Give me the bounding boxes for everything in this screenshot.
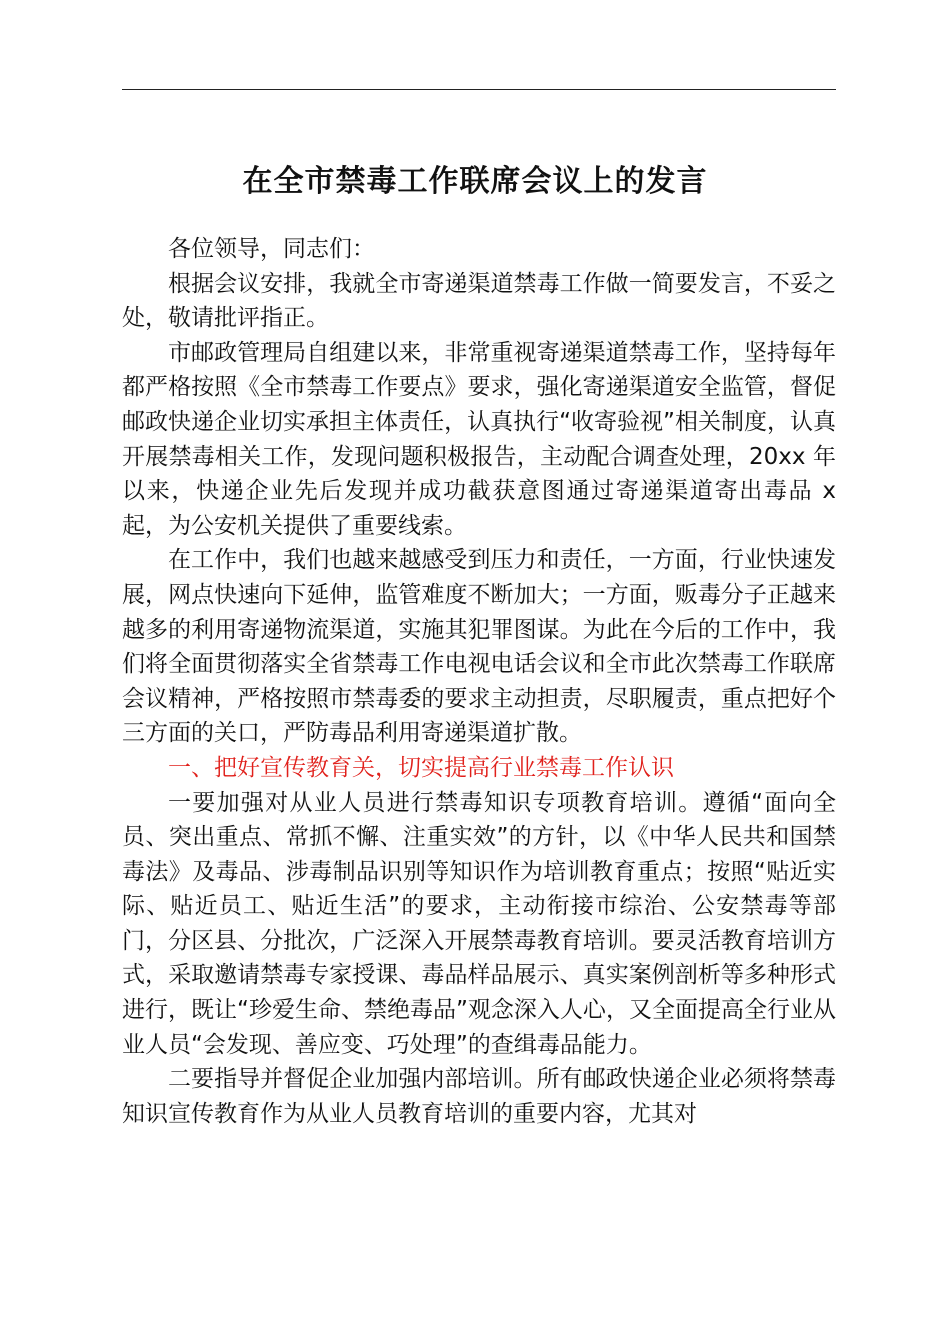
- section-heading: 一、把好宣传教育关，切实提高行业禁毒工作认识: [168, 754, 674, 781]
- salutation: 各位领导，同志们：: [168, 236, 375, 262]
- paragraph-challenges: 在工作中，我们也越来越感受到压力和责任，一方面，行业快速发展，网点快速向下延伸，监管难度不断加大；一方面，贩毒分子正越来越多的利用寄递物流渠道，实施其犯罪图谋。为此在今后的工作中，我们将全面贯彻落实全省禁毒工作电视电话会议和全市此次禁毒工作联席会议精神，严格按照市禁毒委的要求主动担责，尽职履责，重点把好个三方面的关口，严防毒品利用寄递渠道扩散。: [122, 547, 836, 747]
- header-rule: [122, 89, 836, 90]
- document-title: 在全市禁毒工作联席会议上的发言: [242, 164, 708, 200]
- paragraph-intro: 根据会议安排，我就全市寄递渠道禁毒工作做一简要发言，不妥之处，敬请批评指正。: [122, 270, 836, 332]
- paragraph-training-2: 二要指导并督促企业加强内部培训。所有邮政快递企业必须将禁毒知识宣传教育作为从业人员教育培训的重要内容，尤其对: [122, 1066, 836, 1127]
- paragraph-achievements: 市邮政管理局自组建以来，非常重视寄递渠道禁毒工作，坚持每年都严格按照《全市禁毒工作要点》要求，强化寄递渠道安全监管，督促邮政快递企业切实承担主体责任，认真执行“收寄验视”相关制度，认真开展禁毒相关工作，发现问题积极报告，主动配合调查处理，20xx 年以来，快递企业先后发现并成功截获意图通过寄递渠道寄出毒品 x 起，为公安机关提供了重要线索。: [122, 339, 836, 539]
- document-body: [122, 232, 836, 1131]
- paragraph-training-1: 一要加强对从业人员进行禁毒知识专项教育培训。遵循“面向全员、突出重点、常抓不懈、注重实效”的方针，以《中华人民共和国禁毒法》及毒品、涉毒制品识别等知识作为培训教育重点；按照“贴近实际、贴近员工、贴近生活”的要求，主动衔接市综治、公安禁毒等部门，分区县、分批次，广泛深入开展禁毒教育培训。要灵活教育培训方式，采取邀请禁毒专家授课、毒品样品展示、真实案例剖析等多种形式进行，既让“珍爱生命、禁绝毒品”观念深入人心，又全面提高全行业从业人员“会发现、善应变、巧处理”的查缉毒品能力。: [122, 789, 836, 1058]
